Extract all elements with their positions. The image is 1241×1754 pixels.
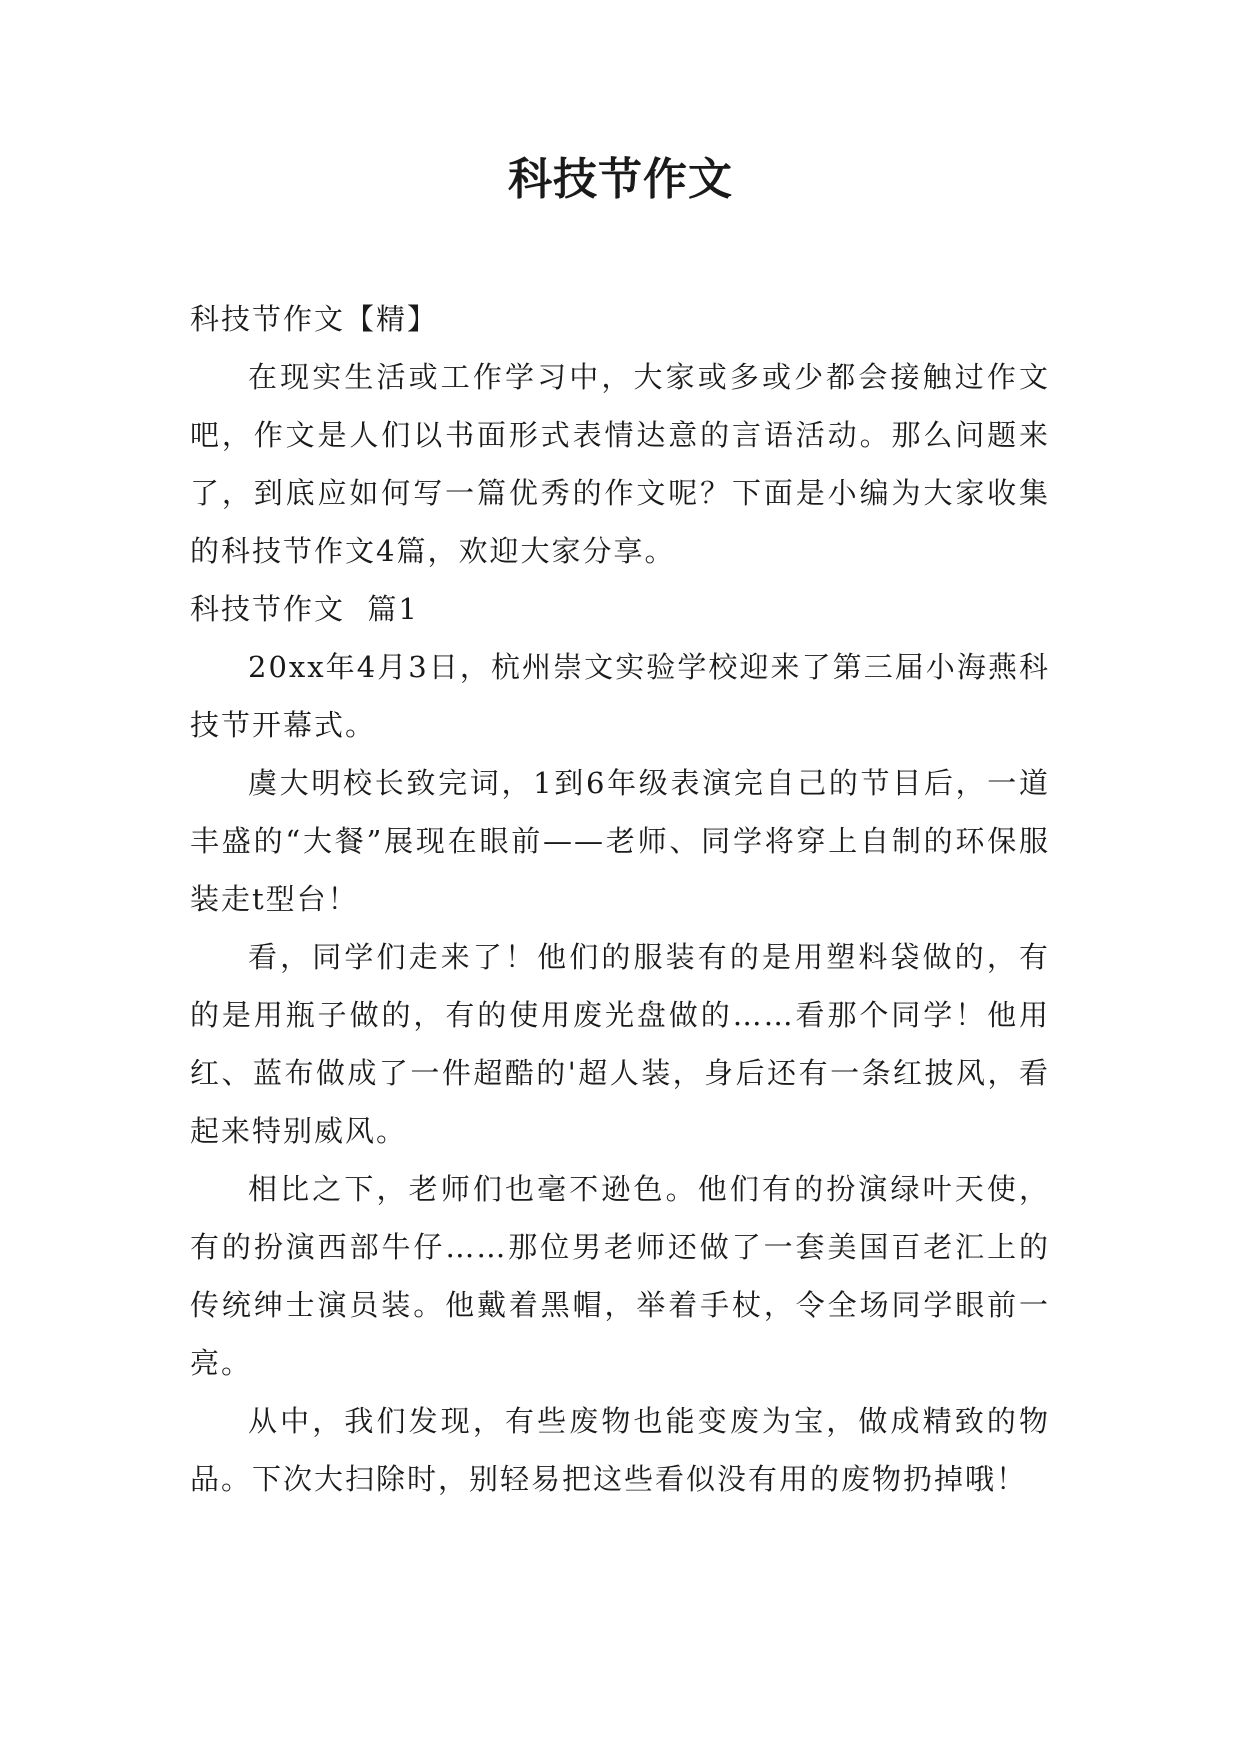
body-paragraph-2: 虞大明校长致完词，1到6年级表演完自己的节目后，一道丰盛的“大餐”展现在眼前——老师、同学将穿上自制的环保服装走t型台！: [190, 766, 1050, 916]
document-title: 科技节作文: [508, 154, 733, 205]
body-paragraph-1: 20xx年4月3日，杭州崇文实验学校迎来了第三届小海燕科技节开幕式。: [190, 650, 1050, 742]
section-heading: 科技节作文 篇1: [190, 592, 419, 626]
body-paragraph-4: 相比之下，老师们也毫不逊色。他们有的扮演绿叶天使，有的扮演西部牛仔……那位男老师还做了一套美国百老汇上的传统绅士演员装。他戴着黑帽，举着手杖，令全场同学眼前一亮。: [190, 1172, 1050, 1380]
body-paragraph-5: 从中，我们发现，有些废物也能变废为宝，做成精致的物品。下次大扫除时，别轻易把这些看似没有用的废物扔掉哦！: [190, 1404, 1050, 1496]
document-subtitle: 科技节作文【精】: [190, 302, 439, 336]
body-paragraph-3: 看，同学们走来了！他们的服装有的是用塑料袋做的，有的是用瓶子做的，有的使用废光盘做的……看那个同学！他用红、蓝布做成了一件超酷的'超人装，身后还有一条红披风，看起来特别威风。: [190, 940, 1050, 1148]
intro-paragraph: 在现实生活或工作学习中，大家或多或少都会接触过作文吧，作文是人们以书面形式表情达意的言语活动。那么问题来了，到底应如何写一篇优秀的作文呢？下面是小编为大家收集的科技节作文4篇，欢迎大家分享。: [190, 360, 1050, 568]
document-body: [190, 290, 1050, 1508]
